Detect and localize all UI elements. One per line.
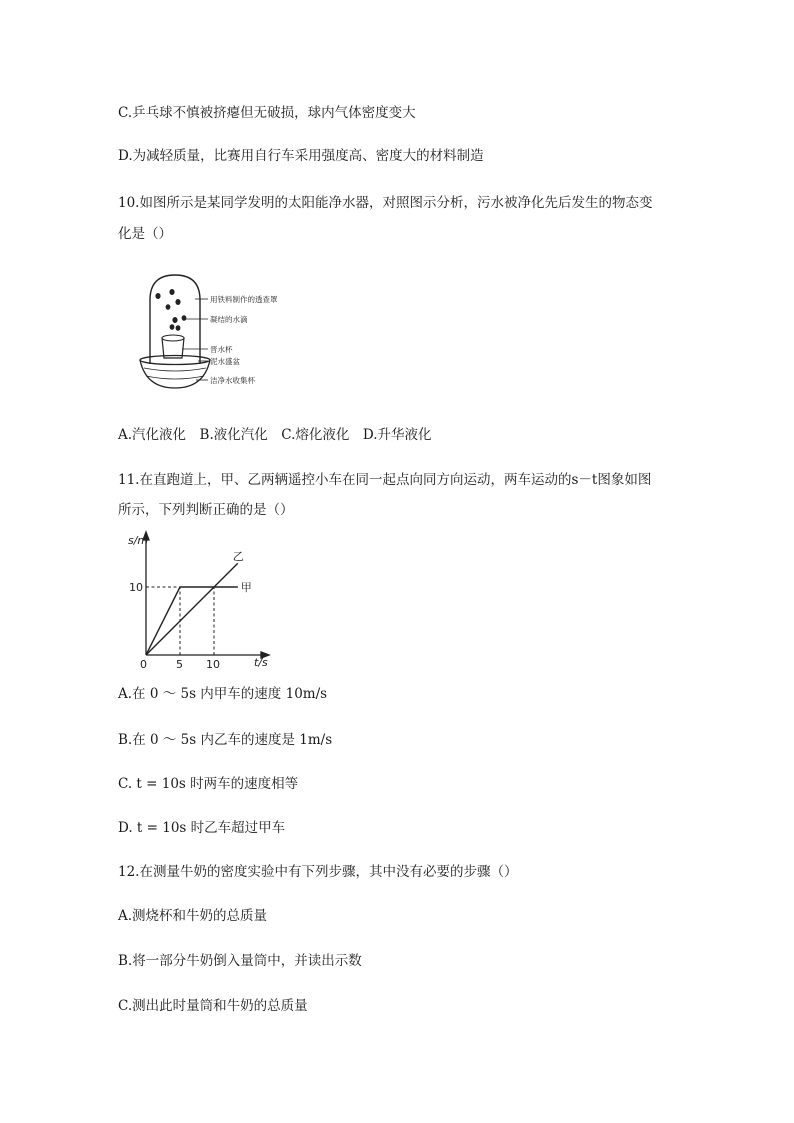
label-droplets: 凝结的水滴 — [210, 315, 248, 324]
q11-option-b: B.在 0 ～ 5s 内乙车的速度是 1m/s — [118, 732, 333, 748]
y-axis-label: s/m — [128, 534, 149, 547]
label-collector: 洁净水收集杯 — [210, 376, 255, 385]
q12-option-c: C.测出此时量筒和牛奶的总质量 — [118, 998, 308, 1014]
series-label-yi: 乙 — [232, 550, 244, 564]
q11-option-d: D. t = 10s 时乙车超过甲车 — [118, 820, 286, 836]
q11-option-a: A.在 0 ～ 5s 内甲车的速度 10m/s — [118, 686, 328, 702]
x-tick-label-5: 5 — [176, 658, 183, 670]
x-tick-label-0: 0 — [140, 658, 147, 670]
q10-stem-line2: 化是（） — [118, 226, 172, 242]
q12-stem: 12.在测量牛奶的密度实验中有下列步骤，其中没有必要的步骤（） — [118, 864, 518, 880]
solar-purifier-figure — [138, 272, 298, 400]
q9-option-c: C.乒乓球不慎被挤瘪但无破损，球内气体密度变大 — [118, 105, 416, 121]
label-cup: 晋水杯 — [210, 345, 233, 354]
q12-option-a: A.测烧杯和牛奶的总质量 — [118, 908, 268, 924]
y-tick-label-10: 10 — [129, 581, 143, 594]
q12-option-b: B.将一部分牛奶倒入量筒中，并读出示数 — [118, 953, 362, 969]
q10-options: A.汽化液化 B.液化汽化 C.熔化液化 D.升华液化 — [118, 427, 432, 443]
q11-stem-line2: 所示，下列判断正确的是（） — [118, 502, 294, 518]
q10-stem-line1: 10.如图所示是某同学发明的太阳能净水器，对照图示分析，污水被净化先后发生的物态变 — [118, 195, 653, 211]
st-graph — [124, 530, 274, 670]
label-cover: 用铁料制作的透查罩 — [210, 295, 278, 304]
series-line-yi — [146, 563, 238, 655]
q11-option-c: C. t = 10s 时两车的速度相等 — [118, 776, 299, 792]
q11-stem-line1: 11.在直跑道上，甲、乙两辆遥控小车在同一起点向同方向运动，两车运动的s－t图象如图 — [118, 472, 652, 488]
purifier-diagram — [138, 272, 298, 400]
series-line-jia — [146, 587, 238, 655]
x-tick-label-10: 10 — [206, 658, 220, 670]
label-basin: 泥水盛盆 — [210, 357, 240, 366]
series-label-jia: 甲 — [240, 581, 252, 594]
q9-option-d: D.为减轻质量，比赛用自行车采用强度高、密度大的材料制造 — [118, 148, 484, 164]
x-axis-label: t/s — [254, 656, 268, 669]
st-graph-figure — [124, 530, 274, 670]
